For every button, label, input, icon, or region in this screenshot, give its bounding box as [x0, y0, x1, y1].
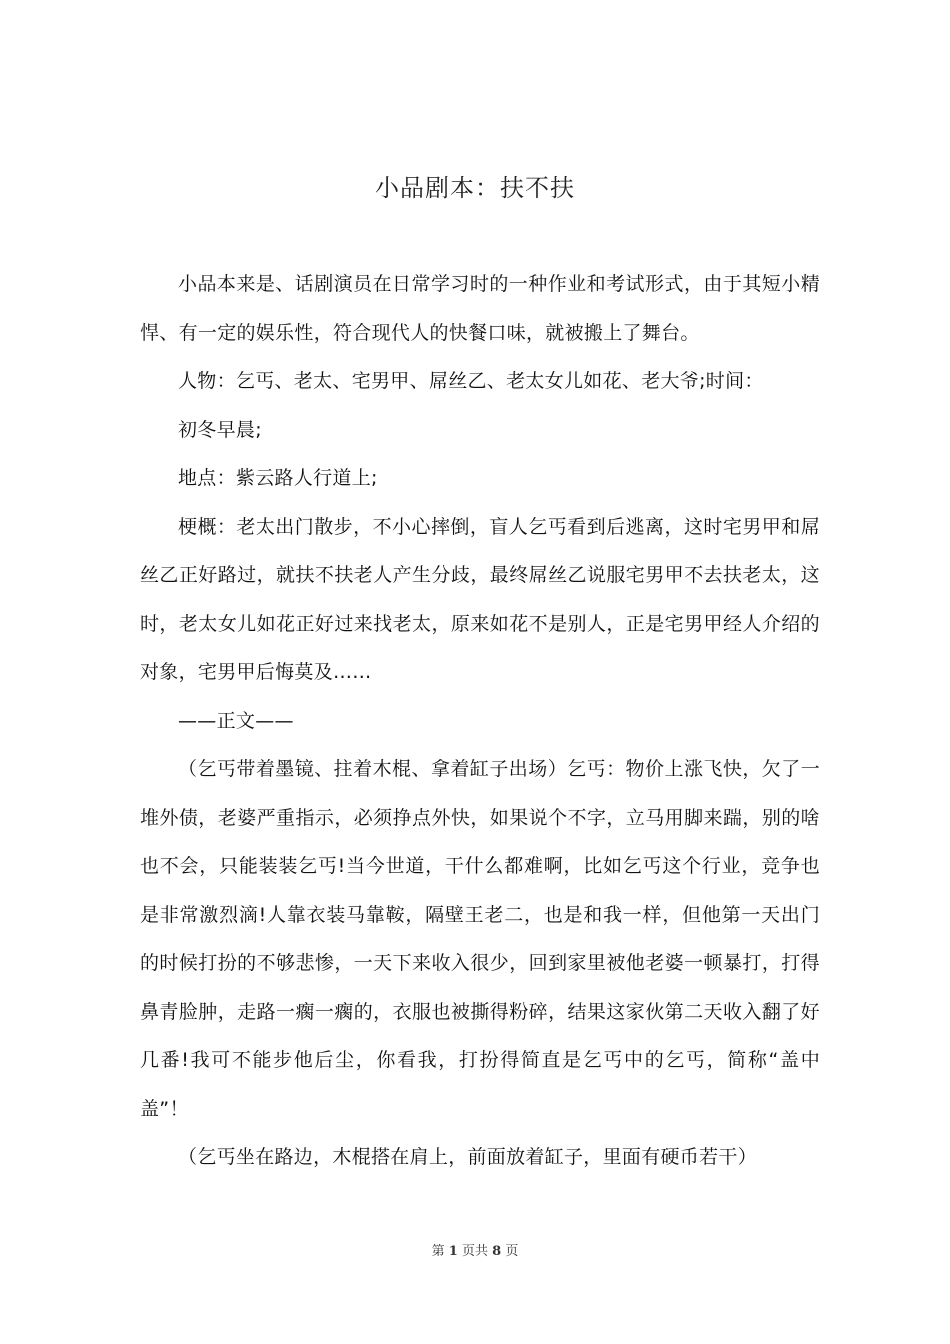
footer-prefix: 第: [431, 1244, 445, 1259]
section-heading-main-text: ——正文——: [178, 709, 294, 732]
paragraph-intro: 小品本来是、话剧演员在日常学习时的一种作业和考试形式，由于其短小精悍、有一定的娱乐性，符合现代人的快餐口味，就被搬上了舞台。: [140, 273, 820, 344]
paragraph-stage-direction: （乞丐坐在路边，木棍搭在肩上，前面放着缸子，里面有硬币若干）: [178, 1146, 758, 1168]
page-footer: [0, 1240, 950, 1259]
paragraph-time: 初冬早晨;: [178, 418, 262, 441]
document-title: 小品剧本：扶不扶: [375, 174, 575, 202]
footer-total-pages: 8: [492, 1244, 502, 1259]
footer-suffix: 页: [505, 1244, 519, 1259]
paragraph-synopsis: 梗概：老太出门散步，不小心摔倒，盲人乞丐看到后逃离，这时宅男甲和屌丝乙正好路过，就扶不扶老人产生分歧，最终屌丝乙说服宅男甲不去扶老太，这时，老太女儿如花正好过来找老太，原来如花不是别人，正是宅男甲经人介绍的对象，宅男甲后悔莫及……: [140, 515, 820, 683]
footer-current-page: 1: [448, 1244, 458, 1259]
paragraph-location: 地点：紫云路人行道上;: [178, 467, 378, 489]
document-body: [140, 260, 820, 1182]
paragraph-beggar-monologue: （乞丐带着墨镜、拄着木棍、拿着缸子出场）乞丐：物价上涨飞快，欠了一堆外债，老婆严重指示，必须挣点外快，如果说个不字，立马用脚来踹，别的啥也不会，只能装装乞丐!当今世道，干什么都难啊，比如乞丐这个行业，竞争也是非常激烈滴!人靠衣装马靠鞍，隔壁王老二，也是和我一样，但他第一天出门的时候打扮的不够悲惨，一天下来收入很少，回到家里被他老婆一顿暴打，打得鼻青脸肿，走路一瘸一瘸的，衣服也被撕得粉碎，结果这家伙第二天收入翻了好几番!我可不能步他后尘，你看我，打扮得简直是乞丐中的乞丐，简称“盖中盖”！: [140, 758, 820, 1120]
footer-middle: 页共: [461, 1244, 488, 1259]
paragraph-characters: 人物：乞丐、老太、宅男甲、屌丝乙、老太女儿如花、老大爷;时间：: [178, 370, 764, 392]
